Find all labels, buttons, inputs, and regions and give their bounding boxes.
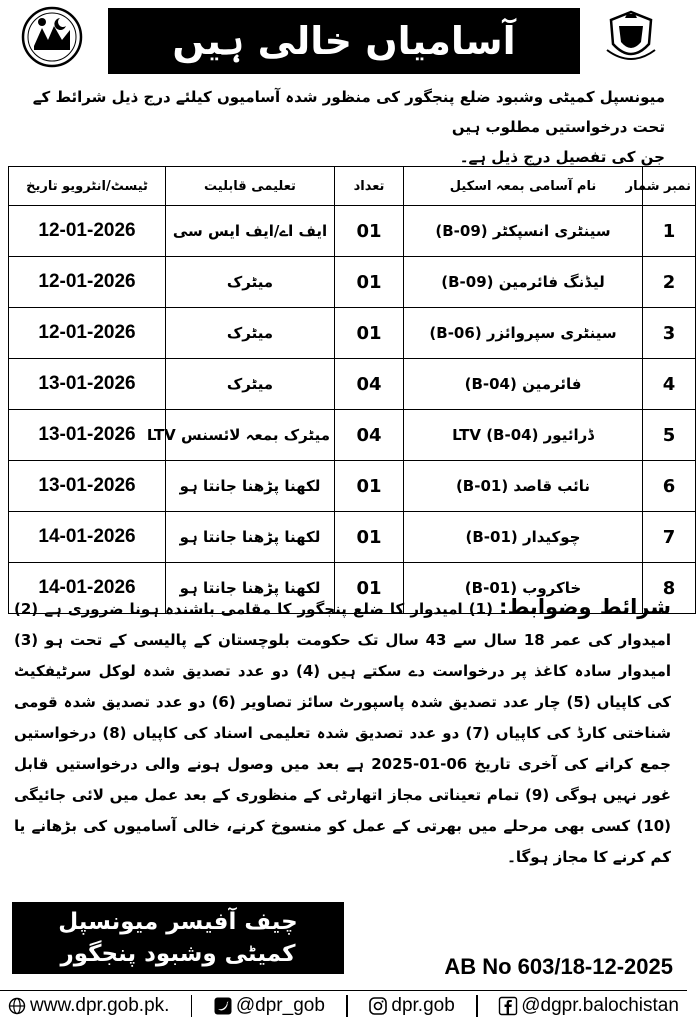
footer-website[interactable] [8, 995, 169, 1017]
qualification-cell: میٹرک [166, 308, 335, 359]
quantity-cell: 01 [335, 461, 404, 512]
footer-divider [191, 995, 193, 1017]
date-cell: 12-01-2026 [9, 206, 166, 257]
table-row [9, 359, 696, 410]
serial-cell: 8 [643, 563, 696, 614]
footer-instagram[interactable] [369, 995, 454, 1017]
post-cell: فائرمین (B-04) [404, 359, 643, 410]
table-row [9, 257, 696, 308]
intro-text [16, 82, 665, 172]
header-date: ٹیسٹ/انٹرویو تاریخ [9, 167, 166, 206]
globe-icon [8, 997, 26, 1015]
post-cell: ڈرائیور LTV (B-04) [404, 410, 643, 461]
post-cell: خاکروب (B-01) [404, 563, 643, 614]
terms-and-conditions [14, 592, 671, 873]
twitter-icon [214, 997, 232, 1015]
qualification-cell: لکھنا پڑھنا جانتا ہو [166, 512, 335, 563]
table-row [9, 461, 696, 512]
instagram-link[interactable]: dpr.gob [391, 994, 455, 1016]
table-row [9, 410, 696, 461]
qualification-cell: میٹرک [166, 359, 335, 410]
date-cell: 13-01-2026 [9, 410, 166, 461]
vacancies-table [8, 166, 696, 614]
quantity-cell: 04 [335, 359, 404, 410]
table-header-row [9, 167, 696, 206]
header-post: نام آسامی بمعہ اسکیل [404, 167, 643, 206]
post-cell: لیڈنگ فائرمین (B-09) [404, 257, 643, 308]
quantity-cell: 01 [335, 563, 404, 614]
footer-twitter[interactable] [214, 995, 325, 1017]
conditions-body: (1) امیدوار کا ضلع پنجگور کا مقامی باشندہ ہونا ضروری ہے (2) امیدوار کی عمر 18 سال سے 43 سال تک حکومت بلوچستان کے پالیسی کے تحت ہو (3) امیدوار سادہ کاغذ پر درخواست دے سکتے ہیں (4) دو عدد تصدیق شدہ لوکل سرٹیفکیٹ کی کاپیاں (5) چار عدد تصدیق شدہ پاسپورٹ سائز تصاویر (6) دو عدد تصدیق شدہ قومی شناختی کارڈ کی کاپیاں (7) دو عدد تصدیق شدہ تعلیمی اسناد کی کاپیاں (8) درخواستیں جمع کرانے کی آخری تاریخ 06-01-2025 ہے بعد میں وصول ہونے والی درخواستیں قابل غور نہیں ہوگی (9) تمام تعیناتی مجاز اتھارٹی کے منظوری کے بعد عمل میں لائی جائیگی (10) کسی بھی مرحلے میں بھرتی کے عمل کو منسوخ کرنے، خالی آسامیوں کی بڑھانے یا کم کرنے کا مجاز ہوگا۔ [14, 600, 672, 866]
post-cell: چوکیدار (B-01) [404, 512, 643, 563]
qualification-cell: میٹرک [166, 257, 335, 308]
qualification-cell: ایف اے/ایف ایس سی [166, 206, 335, 257]
signature-line-2: کمیٹی وشبود پنجگور [60, 941, 296, 967]
chief-officer-signature [12, 902, 344, 974]
website-link[interactable]: www.dpr.gob.pk. [30, 994, 170, 1016]
vacancy-title: آسامیاں خالی ہیں [108, 8, 580, 74]
quantity-cell: 01 [335, 308, 404, 359]
post-cell: سینٹری سپروائزر (B-06) [404, 308, 643, 359]
table-row [9, 206, 696, 257]
qualification-cell: لکھنا پڑھنا جانتا ہو [166, 461, 335, 512]
date-cell: 12-01-2026 [9, 308, 166, 359]
serial-cell: 7 [643, 512, 696, 563]
date-cell: 14-01-2026 [9, 512, 166, 563]
municipal-emblem-icon [20, 6, 84, 68]
instagram-icon [369, 997, 387, 1015]
serial-cell: 4 [643, 359, 696, 410]
ad-number: AB No 603/18-12-2025 [444, 954, 673, 979]
date-cell: 12-01-2026 [9, 257, 166, 308]
facebook-icon [499, 997, 517, 1015]
balochistan-emblem-icon [599, 6, 663, 68]
quantity-cell: 01 [335, 206, 404, 257]
date-cell: 13-01-2026 [9, 461, 166, 512]
serial-cell: 6 [643, 461, 696, 512]
twitter-link[interactable]: @dpr_gob [235, 994, 325, 1016]
facebook-link[interactable]: @dgpr.balochistan [521, 994, 679, 1016]
qualification-cell: لکھنا پڑھنا جانتا ہو [166, 563, 335, 614]
serial-cell: 2 [643, 257, 696, 308]
footer-bar [0, 990, 687, 1020]
header-qualification: تعلیمی قابلیت [166, 167, 335, 206]
footer-divider [476, 995, 478, 1017]
footer-facebook[interactable] [499, 995, 679, 1017]
table-row [9, 308, 696, 359]
signature-line-1: چیف آفیسر میونسپل [58, 909, 298, 935]
intro-line-2: جن کی تفصیل درج ذیل ہے۔ [459, 148, 665, 166]
conditions-heading: شرائط وضوابط: [499, 595, 671, 619]
header-serial: نمبر شمار [643, 167, 696, 206]
post-cell: نائب قاصد (B-01) [404, 461, 643, 512]
intro-line-1: میونسپل کمیٹی وشبود ضلع پنجگور کی منظور شدہ آسامیوں کیلئے درج ذیل شرائط کے تحت درخواستیں مطلوب ہیں [32, 88, 665, 136]
qualification-cell: میٹرک بمعہ لائسنس LTV [166, 410, 335, 461]
footer-divider [346, 995, 348, 1017]
table-row [9, 512, 696, 563]
serial-cell: 1 [643, 206, 696, 257]
header-quantity: تعداد [335, 167, 404, 206]
date-cell: 14-01-2026 [9, 563, 166, 614]
serial-cell: 5 [643, 410, 696, 461]
quantity-cell: 01 [335, 512, 404, 563]
quantity-cell: 01 [335, 257, 404, 308]
quantity-cell: 04 [335, 410, 404, 461]
post-cell: سینٹری انسپکٹر (B-09) [404, 206, 643, 257]
serial-cell: 3 [643, 308, 696, 359]
date-cell: 13-01-2026 [9, 359, 166, 410]
